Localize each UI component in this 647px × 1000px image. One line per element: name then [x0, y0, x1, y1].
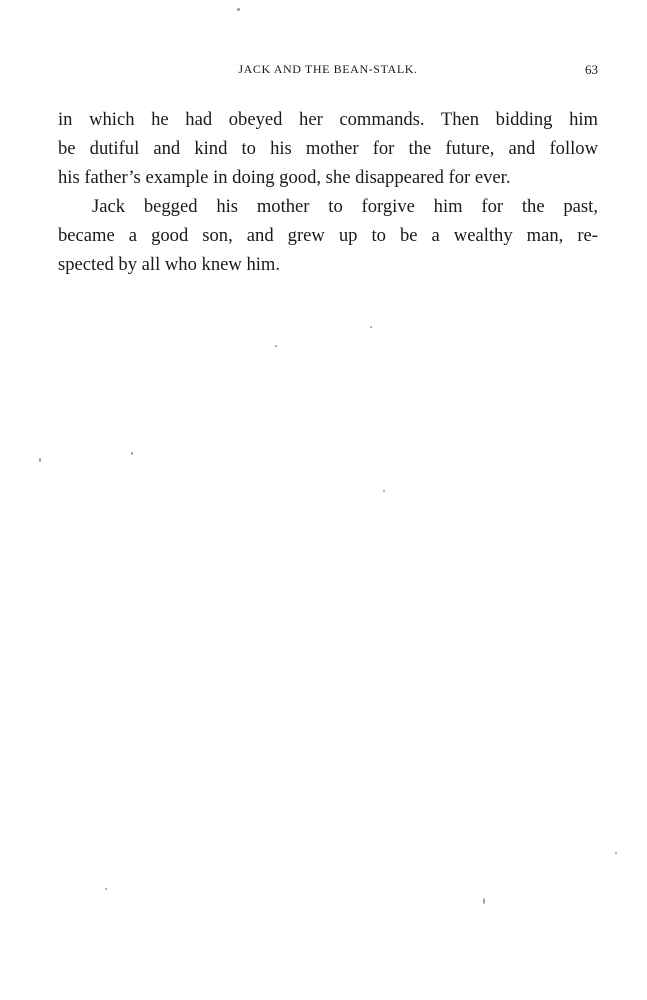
paper-speck: [237, 8, 240, 11]
body-text: [58, 105, 598, 279]
text-line: spected by all who knew him.: [58, 254, 281, 275]
paper-speck: [39, 458, 41, 462]
text-line: became a good son, and grew up to be a wealthy man, re-: [58, 225, 598, 246]
text-line: Jack begged his mother to forgive him for the past,: [92, 196, 598, 217]
paper-speck: [275, 345, 277, 347]
text-line: be dutiful and kind to his mother for the future, and follow: [58, 138, 598, 159]
paper-speck: [105, 888, 107, 890]
paper-speck: [483, 898, 485, 904]
paragraph-2: [58, 192, 598, 279]
paper-speck: [615, 852, 617, 854]
page-number: 63: [585, 62, 598, 77]
running-title: JACK AND THE BEAN-STALK.: [238, 62, 418, 76]
paper-speck: [370, 326, 372, 328]
running-head: [58, 62, 598, 82]
paper-speck: [131, 452, 133, 455]
text-line: in which he had obeyed her commands. Then bidding him: [58, 109, 598, 130]
paragraph-1: [58, 105, 598, 192]
paper-speck: [383, 490, 385, 492]
text-line: his father’s example in doing good, she disappeared for ever.: [58, 167, 511, 188]
